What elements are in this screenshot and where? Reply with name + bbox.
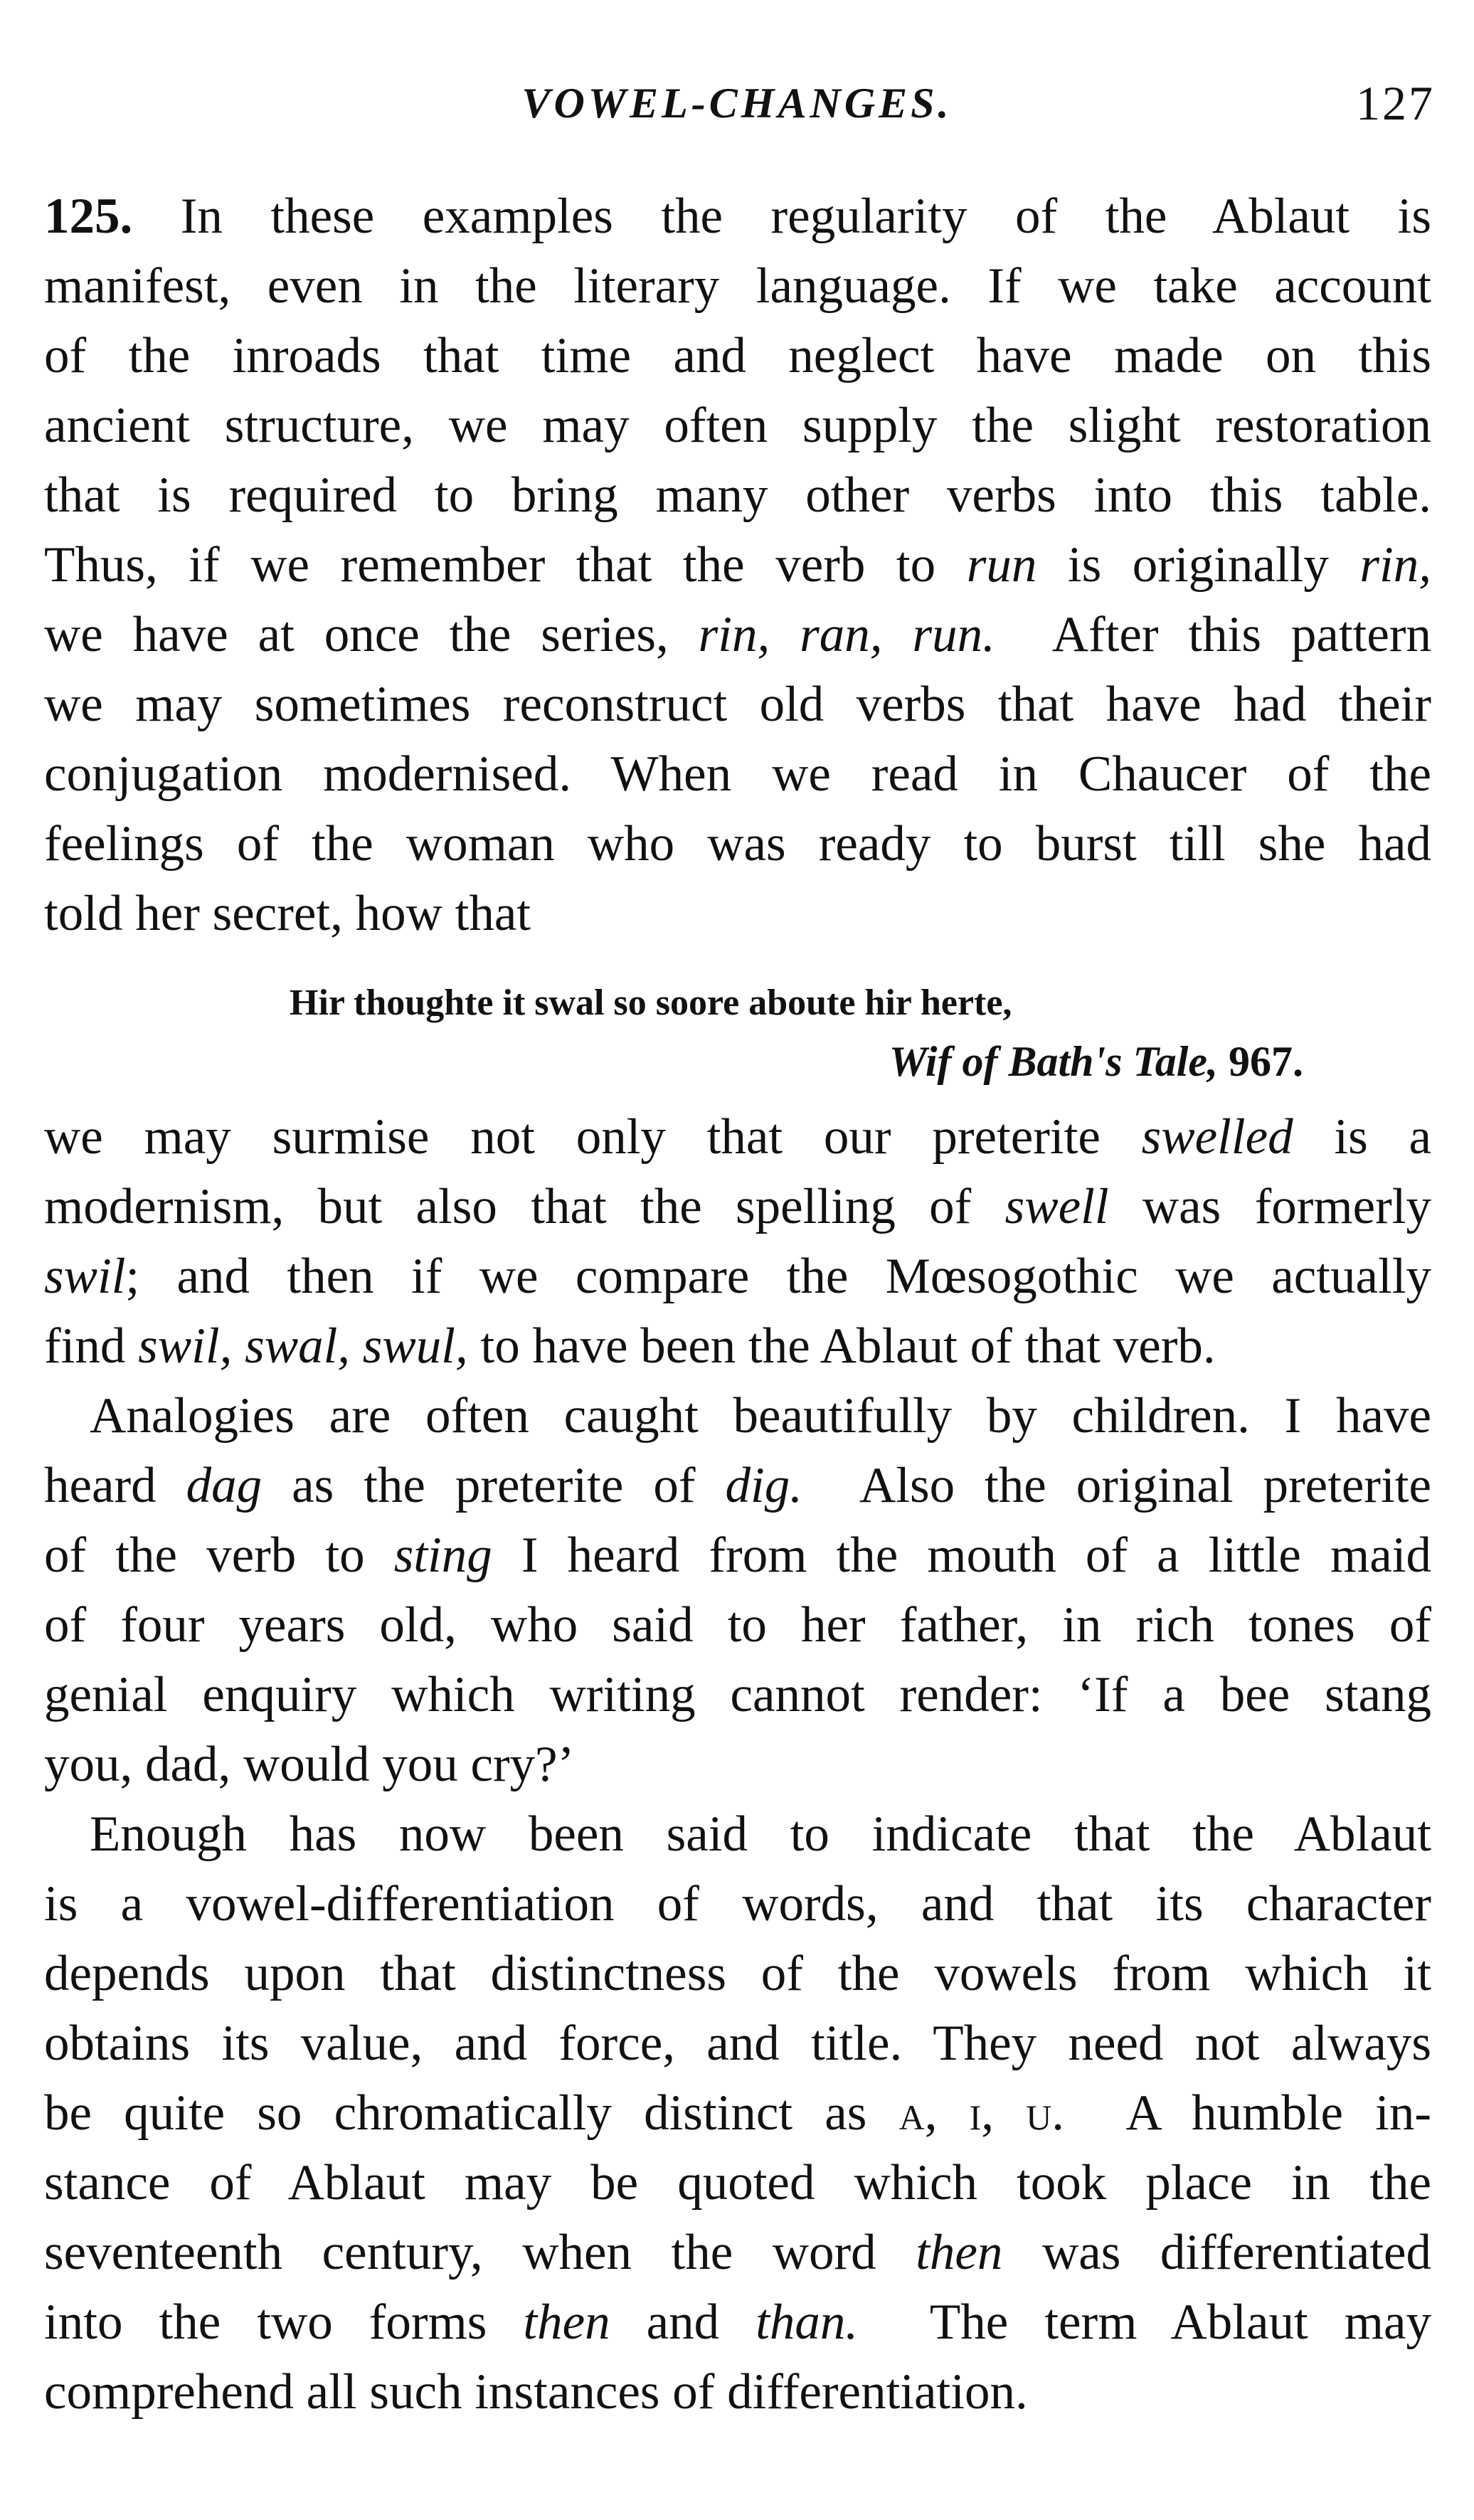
text-line bbox=[44, 1451, 1431, 1520]
text-span: we may surmise not only that our preterite bbox=[44, 1109, 1101, 1165]
italic-word: swil bbox=[44, 1249, 126, 1304]
text-line: comprehend all such instances of differentiation. bbox=[44, 2364, 1028, 2420]
text-line: manifest, even in the literary language. If we take account bbox=[44, 258, 1431, 314]
text-span: as the preterite of bbox=[292, 1458, 696, 1513]
italic-word: rin, bbox=[1359, 537, 1431, 593]
text-span: was differentiated bbox=[1041, 2225, 1431, 2280]
text-line bbox=[44, 1311, 1431, 1381]
text-line: genial enquiry which writing cannot render: ‘If a bee stang bbox=[44, 1667, 1431, 1722]
page-header bbox=[0, 71, 1474, 135]
text-span: be quite so chromatically distinct as bbox=[44, 2085, 867, 2141]
text-line: Enough has now been said to indicate that the Ablaut bbox=[90, 1806, 1431, 1862]
paragraph-continuation bbox=[44, 1102, 1431, 1381]
text-span: was formerly bbox=[1142, 1179, 1431, 1234]
section-number: 125. bbox=[44, 189, 133, 244]
text-line bbox=[44, 181, 1431, 251]
italic-word: swal, bbox=[245, 1318, 351, 1374]
paragraph-analogies bbox=[44, 1381, 1431, 1799]
text-line bbox=[44, 1242, 1431, 1311]
italic-word: run. bbox=[912, 607, 995, 662]
quote-source-number: 967. bbox=[1229, 1038, 1303, 1085]
italic-word: then bbox=[916, 2225, 1003, 2280]
text-line: is a vowel-differentiation of words, and that its character bbox=[44, 1876, 1431, 1932]
quote-source bbox=[44, 1032, 1431, 1091]
text-line: of four years old, who said to her father, in rich tones of bbox=[44, 1597, 1431, 1653]
text-line: feelings of the woman who was ready to burst till she had bbox=[44, 816, 1431, 872]
text-span: into the two forms bbox=[44, 2294, 487, 2350]
text-span: After this pattern bbox=[1051, 607, 1431, 662]
text-line: told her secret, how that bbox=[44, 886, 531, 941]
text-line: conjugation modernised. When we read in Chaucer of the bbox=[44, 746, 1431, 802]
text-line bbox=[44, 2218, 1431, 2287]
text-span: find bbox=[44, 1318, 126, 1374]
page-number: 127 bbox=[1356, 76, 1435, 130]
text-span: to have been the Ablaut of that verb. bbox=[480, 1318, 1216, 1374]
text-span: Also the original preterite bbox=[859, 1458, 1431, 1513]
text-line: Analogies are often caught beautifully by children. I have bbox=[90, 1388, 1431, 1444]
italic-word: rin, bbox=[698, 607, 770, 662]
text-span: is a bbox=[1334, 1109, 1431, 1165]
text-line bbox=[44, 1520, 1431, 1590]
text-span: A humble in- bbox=[1125, 2085, 1431, 2141]
text-line bbox=[44, 2287, 1431, 2357]
text-line: stance of Ablaut may be quoted which took place in the bbox=[44, 2155, 1431, 2211]
italic-word: dag bbox=[186, 1458, 263, 1513]
italic-word: swul, bbox=[362, 1318, 468, 1374]
text-line: we may sometimes reconstruct old verbs that have had their bbox=[44, 677, 1431, 732]
text-line: ancient structure, we may often supply the slight restoration bbox=[44, 398, 1431, 453]
small-caps-letters: a, i, u. bbox=[898, 2085, 1065, 2141]
text-span: modernism, but also that the spelling of bbox=[44, 1179, 972, 1234]
text-line bbox=[44, 600, 1431, 669]
text-line bbox=[44, 530, 1431, 600]
text-span: we have at once the series, bbox=[44, 607, 669, 662]
italic-word: swelled bbox=[1141, 1109, 1293, 1165]
text-line: depends upon that distinctness of the vowels from which it bbox=[44, 1946, 1431, 2001]
paragraph-125 bbox=[44, 181, 1431, 948]
text-span: is originally bbox=[1067, 537, 1329, 593]
text-span: In these examples the regularity of the Ablaut is bbox=[180, 189, 1431, 244]
italic-word: sting bbox=[393, 1528, 492, 1583]
quote-text: Hir thoughte it swal so soore aboute hir herte, bbox=[290, 983, 1012, 1023]
text-span: ; and then if we compare the Mœsogothic we actually bbox=[125, 1249, 1431, 1304]
italic-word: run bbox=[966, 537, 1037, 593]
text-line: you, dad, would you cry?’ bbox=[44, 1737, 575, 1792]
italic-word: ran, bbox=[800, 607, 883, 662]
body-text bbox=[44, 181, 1431, 2427]
text-line bbox=[44, 2078, 1431, 2148]
quote-source-title: Wif of Bath's Tale, bbox=[889, 1038, 1218, 1085]
italic-word: than. bbox=[755, 2294, 859, 2350]
text-line: obtains its value, and force, and title. They need not always bbox=[44, 2016, 1431, 2071]
text-span: Thus, if we remember that the verb to bbox=[44, 537, 936, 593]
text-span: The term Ablaut may bbox=[929, 2294, 1431, 2350]
text-line: that is required to bring many other verbs into this table. bbox=[44, 467, 1431, 523]
text-span: seventeenth century, when the word bbox=[44, 2225, 876, 2280]
text-span: heard bbox=[44, 1458, 157, 1513]
italic-word: swell bbox=[1004, 1179, 1109, 1234]
italic-word: dig. bbox=[725, 1458, 802, 1513]
text-span: and bbox=[646, 2294, 720, 2350]
paragraph-enough bbox=[44, 1799, 1431, 2427]
running-title: VOWEL-CHANGES. bbox=[521, 80, 953, 127]
italic-word: swil, bbox=[138, 1318, 233, 1374]
italic-word: then bbox=[523, 2294, 610, 2350]
text-span: of the verb to bbox=[44, 1528, 365, 1583]
text-span: I heard from the mouth of a little maid bbox=[521, 1528, 1431, 1583]
text-line bbox=[44, 1102, 1431, 1172]
block-quote bbox=[44, 974, 1431, 1091]
text-line bbox=[44, 1172, 1431, 1242]
text-line: of the inroads that time and neglect have made on this bbox=[44, 328, 1431, 383]
